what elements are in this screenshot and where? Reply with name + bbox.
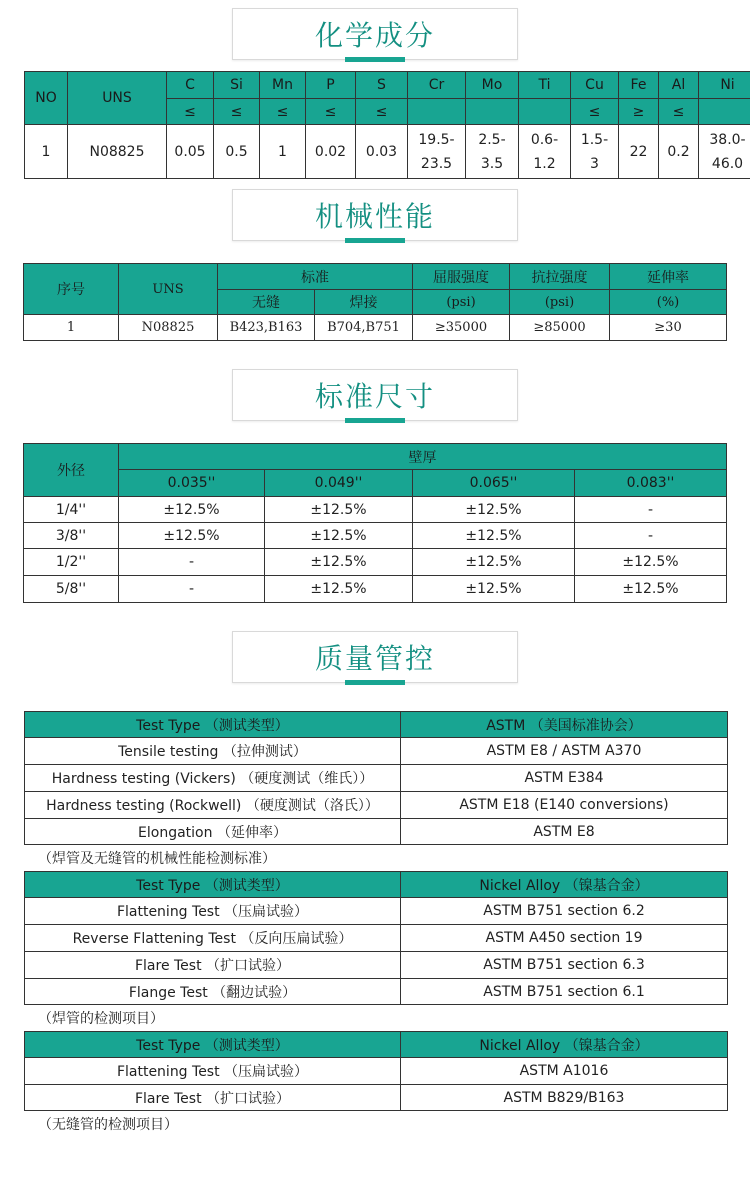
size-cell: -: [575, 523, 727, 549]
chem-header-p: P: [306, 72, 356, 99]
chem-cell-fe: 22: [619, 125, 659, 179]
size-cell: ±12.5%: [265, 549, 413, 576]
qc-standard-cell: ASTM E18 (E140 conversions): [401, 792, 728, 819]
size-wall-3: 0.083'': [575, 470, 727, 497]
table-row: [25, 819, 728, 845]
chem-cell-mn: 1: [260, 125, 306, 179]
standard-size-table: [23, 443, 727, 603]
qc-standard-cell: ASTM B829/B163: [401, 1085, 728, 1111]
size-cell: ±12.5%: [575, 576, 727, 603]
mech-unit-yield: (psi): [413, 290, 510, 315]
qc1-header-test-type: Test Type （测试类型）: [25, 712, 401, 738]
qc-standard-cell: ASTM E384: [401, 765, 728, 792]
chem-header-s: S: [356, 72, 408, 99]
table-row: [25, 898, 728, 925]
mech-header-no: 序号: [24, 264, 119, 315]
chem-header-al: Al: [659, 72, 699, 99]
chem-header-uns: UNS: [68, 72, 167, 125]
chem-limit-ni: [699, 99, 750, 125]
size-cell: -: [575, 497, 727, 523]
qc-test-cell: Reverse Flattening Test （反向压扁试验）: [25, 925, 401, 952]
size-cell: -: [119, 576, 265, 603]
size-cell: ±12.5%: [119, 523, 265, 549]
qc3-header-row: [25, 1032, 728, 1058]
size-cell: ±12.5%: [265, 576, 413, 603]
chem-limit-s: ≤: [356, 99, 408, 125]
size-cell: ±12.5%: [119, 497, 265, 523]
mech-header-elongation: 延伸率: [610, 264, 727, 290]
chem-cell-mo: 2.5- 3.5: [466, 125, 519, 179]
chem-header-row: [25, 72, 750, 99]
chem-limit-c: ≤: [167, 99, 214, 125]
table-row: [24, 497, 727, 523]
chem-header-fe: Fe: [619, 72, 659, 99]
qc2-note: （焊管的检测项目）: [38, 1011, 164, 1027]
qc-test-cell: Hardness testing (Rockwell) （硬度测试（洛氏））: [25, 792, 401, 819]
chem-cell-c: 0.05: [167, 125, 214, 179]
section-title-size: 标准尺寸: [232, 369, 518, 421]
chemical-composition-table: [24, 71, 750, 179]
chem-cell-no: 1: [25, 125, 68, 179]
chem-limit-cu: ≤: [571, 99, 619, 125]
mech-unit-elongation: (%): [610, 290, 727, 315]
size-cell: ±12.5%: [413, 497, 575, 523]
qc-test-cell: Flare Test （扩口试验）: [25, 952, 401, 979]
qc-test-cell: Flattening Test （压扁试验）: [25, 1058, 401, 1085]
chem-limit-mn: ≤: [260, 99, 306, 125]
section-title-chemical: 化学成分: [232, 8, 518, 60]
qc-seamless-test-table: [24, 1031, 728, 1111]
mech-cell-uns: N08825: [119, 315, 218, 341]
size-cell: ±12.5%: [413, 549, 575, 576]
qc-standard-cell: ASTM B751 section 6.3: [401, 952, 728, 979]
size-header-row: [24, 444, 727, 470]
chem-limit-fe: ≥: [619, 99, 659, 125]
size-wall-0: 0.035'': [119, 470, 265, 497]
qc3-note: （无缝管的检测项目）: [38, 1117, 178, 1133]
mech-header-yield: 屈服强度: [413, 264, 510, 290]
chem-limit-mo: [466, 99, 519, 125]
table-row: [24, 523, 727, 549]
mech-header-seamless: 无缝: [218, 290, 315, 315]
qc-test-cell: Flare Test （扩口试验）: [25, 1085, 401, 1111]
chem-cell-uns: N08825: [68, 125, 167, 179]
mech-cell-yield: ≥35000: [413, 315, 510, 341]
chem-header-cr: Cr: [408, 72, 466, 99]
qc3-header-standard: Nickel Alloy （镍基合金）: [401, 1032, 728, 1058]
chem-cell-si: 0.5: [214, 125, 260, 179]
table-row: [25, 738, 728, 765]
size-wall-row: [24, 470, 727, 497]
size-cell: ±12.5%: [413, 576, 575, 603]
chem-header-mn: Mn: [260, 72, 306, 99]
qc-welded-test-table: [24, 871, 728, 1005]
size-cell: -: [119, 549, 265, 576]
size-od-cell: 1/4'': [24, 497, 119, 523]
mech-data-row: [24, 315, 727, 341]
size-cell: ±12.5%: [265, 497, 413, 523]
table-row: [25, 925, 728, 952]
table-row: [25, 1085, 728, 1111]
mech-header-tensile: 抗拉强度: [510, 264, 610, 290]
mech-header-standard: 标准: [218, 264, 413, 290]
size-header-od: 外径: [24, 444, 119, 497]
qc-standard-cell: ASTM B751 section 6.1: [401, 979, 728, 1005]
mech-cell-elongation: ≥30: [610, 315, 727, 341]
table-row: [25, 952, 728, 979]
chem-header-mo: Mo: [466, 72, 519, 99]
chem-limit-al: ≤: [659, 99, 699, 125]
chem-limit-si: ≤: [214, 99, 260, 125]
section-title-quality: 质量管控: [232, 631, 518, 683]
chem-cell-al: 0.2: [659, 125, 699, 179]
chem-header-no: NO: [25, 72, 68, 125]
size-header-wall: 壁厚: [119, 444, 727, 470]
qc-test-cell: Tensile testing （拉伸测试）: [25, 738, 401, 765]
qc-test-cell: Flattening Test （压扁试验）: [25, 898, 401, 925]
size-wall-1: 0.049'': [265, 470, 413, 497]
qc-standard-cell: ASTM A1016: [401, 1058, 728, 1085]
chem-limit-p: ≤: [306, 99, 356, 125]
qc-standard-cell: ASTM E8: [401, 819, 728, 845]
qc2-header-standard: Nickel Alloy （镍基合金）: [401, 872, 728, 898]
size-od-cell: 3/8'': [24, 523, 119, 549]
qc2-header-row: [25, 872, 728, 898]
size-cell: ±12.5%: [575, 549, 727, 576]
chem-header-si: Si: [214, 72, 260, 99]
qc-test-cell: Flange Test （翻边试验）: [25, 979, 401, 1005]
chem-header-ni: Ni: [699, 72, 750, 99]
qc-standard-cell: ASTM E8 / ASTM A370: [401, 738, 728, 765]
chem-limit-ti: [519, 99, 571, 125]
mechanical-properties-table: [23, 263, 727, 341]
table-row: [25, 979, 728, 1005]
chem-cell-p: 0.02: [306, 125, 356, 179]
table-row: [25, 792, 728, 819]
chem-limit-cr: [408, 99, 466, 125]
size-cell: ±12.5%: [265, 523, 413, 549]
qc-standard-cell: ASTM B751 section 6.2: [401, 898, 728, 925]
chem-header-ti: Ti: [519, 72, 571, 99]
size-od-cell: 5/8'': [24, 576, 119, 603]
qc1-note: （焊管及无缝管的机械性能检测标准）: [38, 851, 276, 867]
chem-header-cu: Cu: [571, 72, 619, 99]
table-row: [24, 549, 727, 576]
chem-cell-s: 0.03: [356, 125, 408, 179]
size-wall-2: 0.065'': [413, 470, 575, 497]
qc-test-cell: Elongation （延伸率）: [25, 819, 401, 845]
mech-cell-seamless: B423,B163: [218, 315, 315, 341]
qc1-header-standard: ASTM （美国标准协会）: [401, 712, 728, 738]
qc-standard-cell: ASTM A450 section 19: [401, 925, 728, 952]
size-cell: ±12.5%: [413, 523, 575, 549]
mech-header-welded: 焊接: [315, 290, 413, 315]
mech-cell-welded: B704,B751: [315, 315, 413, 341]
table-row: [25, 1058, 728, 1085]
mech-unit-tensile: (psi): [510, 290, 610, 315]
mech-cell-tensile: ≥85000: [510, 315, 610, 341]
chem-data-row: [25, 125, 750, 179]
mech-header-uns: UNS: [119, 264, 218, 315]
qc3-header-test-type: Test Type （测试类型）: [25, 1032, 401, 1058]
qc1-header-row: [25, 712, 728, 738]
chem-cell-ni: 38.0- 46.0: [699, 125, 750, 179]
size-od-cell: 1/2'': [24, 549, 119, 576]
chem-cell-cr: 19.5- 23.5: [408, 125, 466, 179]
chem-cell-cu: 1.5- 3: [571, 125, 619, 179]
mech-header-row: [24, 264, 727, 290]
qc2-header-test-type: Test Type （测试类型）: [25, 872, 401, 898]
mech-cell-no: 1: [24, 315, 119, 341]
chem-header-c: C: [167, 72, 214, 99]
chem-cell-ti: 0.6- 1.2: [519, 125, 571, 179]
qc-test-cell: Hardness testing (Vickers) （硬度测试（维氏））: [25, 765, 401, 792]
table-row: [25, 765, 728, 792]
table-row: [24, 576, 727, 603]
section-title-mechanical: 机械性能: [232, 189, 518, 241]
qc-mechanical-test-table: [24, 711, 728, 845]
